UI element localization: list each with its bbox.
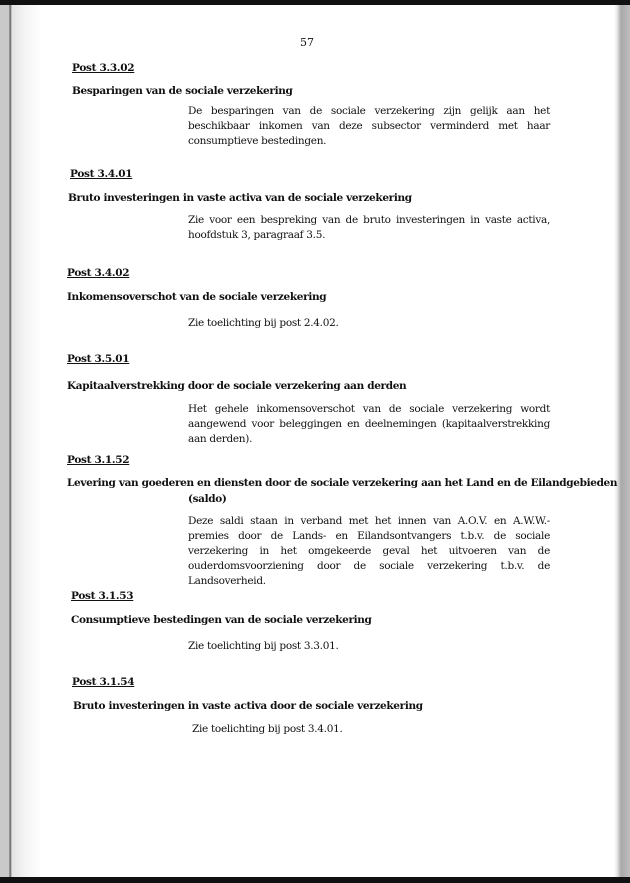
post-label: Post 3.1.52 — [67, 454, 130, 466]
section-body: Zie toelichting bij post 3.4.01. — [192, 723, 343, 735]
section-heading-continuation: (saldo) — [188, 493, 227, 505]
post-label: Post 3.3.02 — [72, 62, 135, 74]
section-body: Deze saldi staan in verband met het innen van A.O.V. en A.W.W.-premies door de Lands- en Eilandsontvangers t.b.v. de sociale verzekering in het omgekeerde geval het uitvoeren van de ouderdomsvoorziening door de sociale verzekering t.b.v. de Landsoverheid. — [188, 515, 550, 587]
section-body: Zie toelichting bij post 2.4.02. — [188, 317, 339, 329]
post-label: Post 3.1.53 — [71, 590, 134, 602]
page-right-edge — [614, 5, 630, 877]
post-label: Post 3.4.02 — [67, 267, 130, 279]
scan-bottom-border — [0, 877, 630, 883]
post-label: Post 3.5.01 — [67, 353, 130, 365]
section-body: Zie voor een bespreking van de bruto investeringen in vaste activa, hoofdstuk 3, paragraaf 3.5. — [188, 214, 550, 241]
section-heading: Bruto investeringen in vaste activa van de sociale verzekering — [68, 192, 412, 204]
section-heading: Bruto investeringen in vaste activa door de sociale verzekering — [73, 700, 423, 712]
section-heading: Kapitaalverstrekking door de sociale verzekering aan derden — [67, 380, 407, 392]
section-body: De besparingen van de sociale verzekering zijn gelijk aan het beschikbaar inkomen van deze subsector verminderd met haar consumptieve bestedingen. — [188, 105, 550, 147]
page-number: 57 — [300, 36, 314, 49]
section-heading: Besparingen van de sociale verzekering — [72, 85, 293, 97]
section-body: Zie toelichting bij post 3.3.01. — [188, 640, 339, 652]
section-heading: Consumptieve bestedingen van de sociale verzekering — [71, 614, 372, 626]
page-binding-edge — [0, 5, 42, 877]
post-label: Post 3.4.01 — [70, 168, 133, 180]
section-body: Het gehele inkomensoverschot van de sociale verzekering wordt aangewend voor beleggingen en deelnemingen (kapitaalverstrekking aan derden). — [188, 403, 550, 445]
section-heading: Levering van goederen en diensten door de sociale verzekering aan het Land en de Eilandgebieden — [67, 477, 618, 489]
scan-top-border — [0, 0, 630, 5]
section-heading: Inkomensoverschot van de sociale verzekering — [67, 291, 327, 303]
post-label: Post 3.1.54 — [72, 676, 135, 688]
